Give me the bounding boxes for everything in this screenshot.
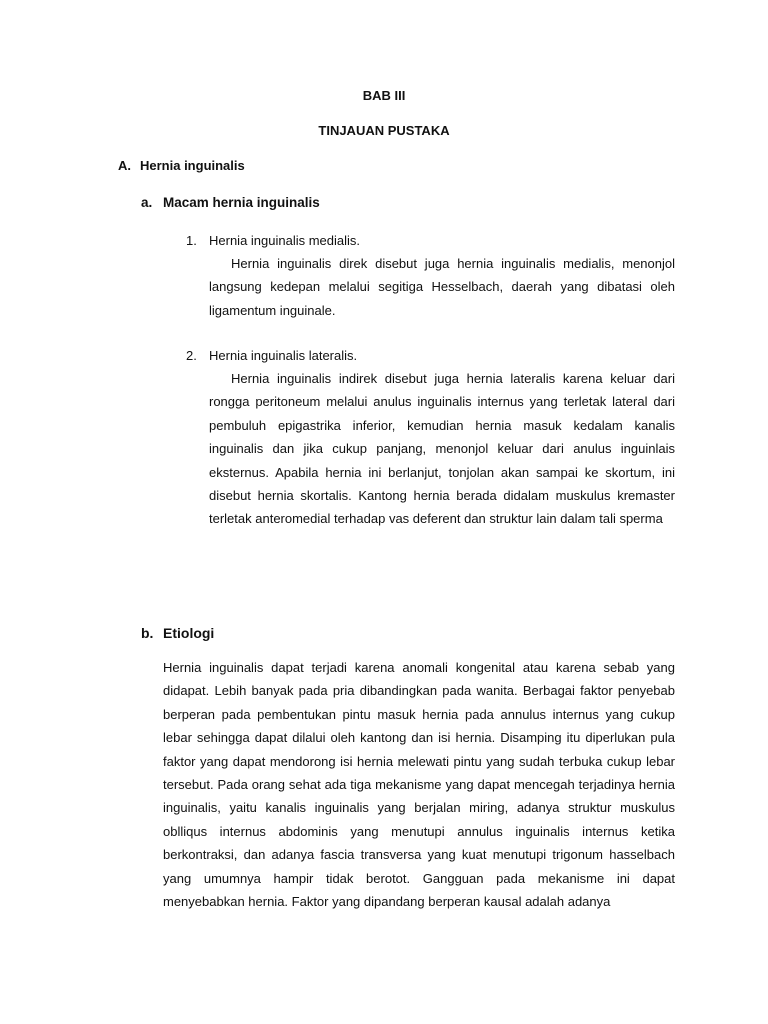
subsection-a-marker: a. xyxy=(141,195,153,210)
list-item-1-body: Hernia inguinalis direk disebut juga hernia inguinalis medialis, menonjol langsung kedepan melalui segitiga Hesselbach, daerah yang dibatasi oleh ligamentum inguinale. xyxy=(209,256,675,318)
subsection-b-title: Etiologi xyxy=(163,625,215,641)
section-a-marker: A. xyxy=(118,158,131,173)
list-item-2-body: Hernia inguinalis indirek disebut juga hernia lateralis karena keluar dari rongga peritoneum melalui anulus inguinalis internus yang terletak lateral dari pembuluh epigastrika inferior, kemudian hernia masuk kedalam kanalis inguinalis dan jika cukup panjang, menonjol keluar dari anulus inguinlais eksternus. Apabila hernia ini berlanjut, tonjolan akan sampai ke skortum, ini disebut hernia skortalis. Kantong hernia berada didalam muskulus kremaster terletak anteromedial terhadap vas deferent dan struktur lain dalam tali sperma xyxy=(209,371,675,527)
list-item-2-marker: 2. xyxy=(186,348,197,363)
section-a-title: Hernia inguinalis xyxy=(140,158,245,173)
subsection-b-marker: b. xyxy=(141,625,154,641)
list-item-2-title: Hernia inguinalis lateralis. xyxy=(209,348,358,363)
subsection-a-title: Macam hernia inguinalis xyxy=(163,195,320,210)
chapter-title: TINJAUAN PUSTAKA xyxy=(318,123,450,138)
chapter-number: BAB III xyxy=(362,88,406,103)
etiologi-paragraph: Hernia inguinalis dapat terjadi karena anomali kongenital atau karena sebab yang didapat. Lebih banyak pada pria dibandingkan pada wanita. Berbagai faktor penyebab berperan pada pembentukan pintu masuk hernia pada annulus internus yang cukup lebar sehingga dapat dilalui oleh kantong dan isi hernia. Disamping itu diperlukan pula faktor yang dapat mendorong isi hernia melewati pintu yang sudah terbuka cukup lebar tersebut. Pada orang sehat ada tiga mekanisme yang dapat mencegah terjadinya hernia inguinalis, yaitu kanalis inguinalis yang berjalan miring, adanya struktur muskulus oblliqus internus abdominis yang menutupi annulus inguinalis internus ketika berkontraksi, dan adanya fascia transversa yang kuat menutupi trigonum hasselbach yang umumnya hampir tidak berotot. Gangguan pada mekanisme ini dapat menyebabkan hernia. Faktor yang dipandang berperan kausal adalah adanya xyxy=(163,660,675,910)
list-item-1-title: Hernia inguinalis medialis. xyxy=(209,233,361,248)
list-item-1-marker: 1. xyxy=(186,233,197,248)
